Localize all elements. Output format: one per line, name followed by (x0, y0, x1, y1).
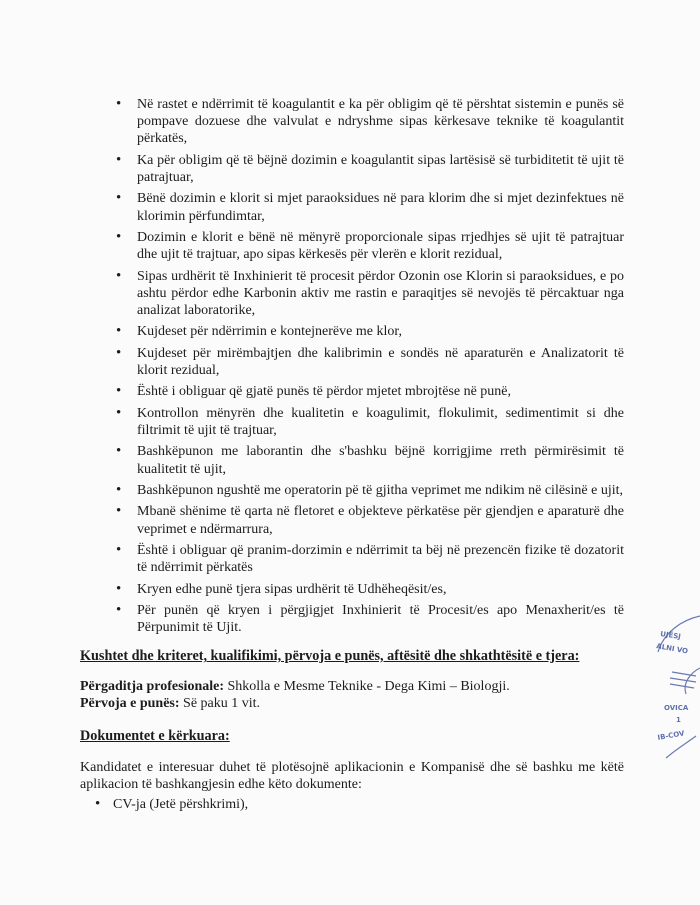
svg-text:OVICA: OVICA (664, 704, 689, 712)
list-item: • Kujdeset për ndërrimin e kontejnerëve me klor, (112, 323, 624, 340)
list-item: • Bënë dozimin e klorit si mjet paraoksidues në para klorim dhe si mjet dezinfektues në klorimin përfundimtar, (112, 190, 624, 224)
list-item: • Ka për obligim që të bëjnë dozimin e koagulantit sipas lartësisë së turbiditetit të ujit të patrajtuar, (112, 152, 624, 186)
list-item: • Bashkëpunon me laborantin dhe s'bashku bëjnë korrigjime rreth përmirësimit të kualitetit të ujit, (112, 443, 624, 477)
list-item: • Mbanë shënime të qarta në fletoret e objekteve përkatëse për gjendjen e aparaturë dhe veprimet e ndërmarrura, (112, 503, 624, 537)
list-item: • Është i obliguar që pranim-dorzimin e ndërrimit ta bëj në prezencën fizike të dozatorit të ndërrimit përkatës (112, 542, 624, 576)
experience-value: Së paku 1 vit. (179, 696, 261, 711)
qualification-value: Shkolla e Mesme Teknike - Dega Kimi – Biologji. (224, 679, 510, 694)
duties-list (112, 96, 624, 641)
qualification-label: Përgaditja profesionale: (80, 679, 224, 694)
qualification-line (80, 679, 510, 695)
list-item: • CV-ja (Jetë përshkrimi), (95, 796, 615, 813)
criteria-heading: Kushtet dhe kriteret, kualifikimi, përvoja e punës, aftësitë dhe shkathtësitë e tjera: (80, 648, 580, 664)
svg-text:IB-COV: IB-COV (656, 729, 686, 742)
list-item: • Në rastet e ndërrimit të koagulantit e ka për obligim që të përshtat sistemin e punës së pompave dozuese dhe valvulat e ndryshme sipas kërkesave teknike të koagulantit përkatës, (112, 96, 624, 148)
list-item: • Është i obliguar që gjatë punës të përdor mjetet mbrojtëse në punë, (112, 383, 624, 400)
svg-text:1: 1 (676, 716, 681, 724)
list-item: • Dozimin e klorit e bënë në mënyrë proporcionale sipas rrjedhjes së ujit të patrajtuar dhe ujit të trajtuar, apo sipas kërkesës për vlerën e klorit rezidual, (112, 229, 624, 263)
list-item: • Sipas urdhërit të Inxhinierit të procesit përdor Ozonin ose Klorin si paraoksidues, e po ashtu përdor edhe Karbonin aktiv me rastin e paraqitjes së nevojës të përcaktuar nga analizat laboratorike, (112, 268, 624, 320)
list-item: • Bashkëpunon ngushtë me operatorin pë të gjitha veprimet me ndikim në cilësinë e ujit, (112, 482, 624, 499)
official-stamp (652, 612, 700, 762)
documents-heading: Dokumentet e kërkuara: (80, 728, 230, 744)
list-item: • Për punën që kryen i përgjigjet Inxhinierit të Procesit/es apo Menaxherit/es të Përpunimit të Ujit. (112, 602, 624, 636)
svg-text:UJËSJ: UJËSJ (659, 630, 682, 641)
documents-intro: Kandidatet e interesuar duhet të plotësojnë aplikacionin e Kompanisë dhe së bashku me këtë aplikacion të bashkangjesin edhe këto dokumente: (80, 760, 624, 792)
experience-line (80, 696, 260, 712)
documents-list (95, 796, 615, 813)
list-item: • Kontrollon mënyrën dhe kualitetin e koagulimit, flokulimit, sedimentimit si dhe filtrimit të ujit të trajtuar, (112, 405, 624, 439)
svg-text:ALNI VO: ALNI VO (655, 642, 689, 656)
list-item: • Kujdeset për mirëmbajtjen dhe kalibrimin e sondës në aparaturën e Analizatorit të klorit rezidual, (112, 345, 624, 379)
experience-label: Përvoja e punës: (80, 696, 180, 711)
list-item: • Kryen edhe punë tjera sipas urdhërit të Udhëheqësit/es, (112, 581, 624, 598)
